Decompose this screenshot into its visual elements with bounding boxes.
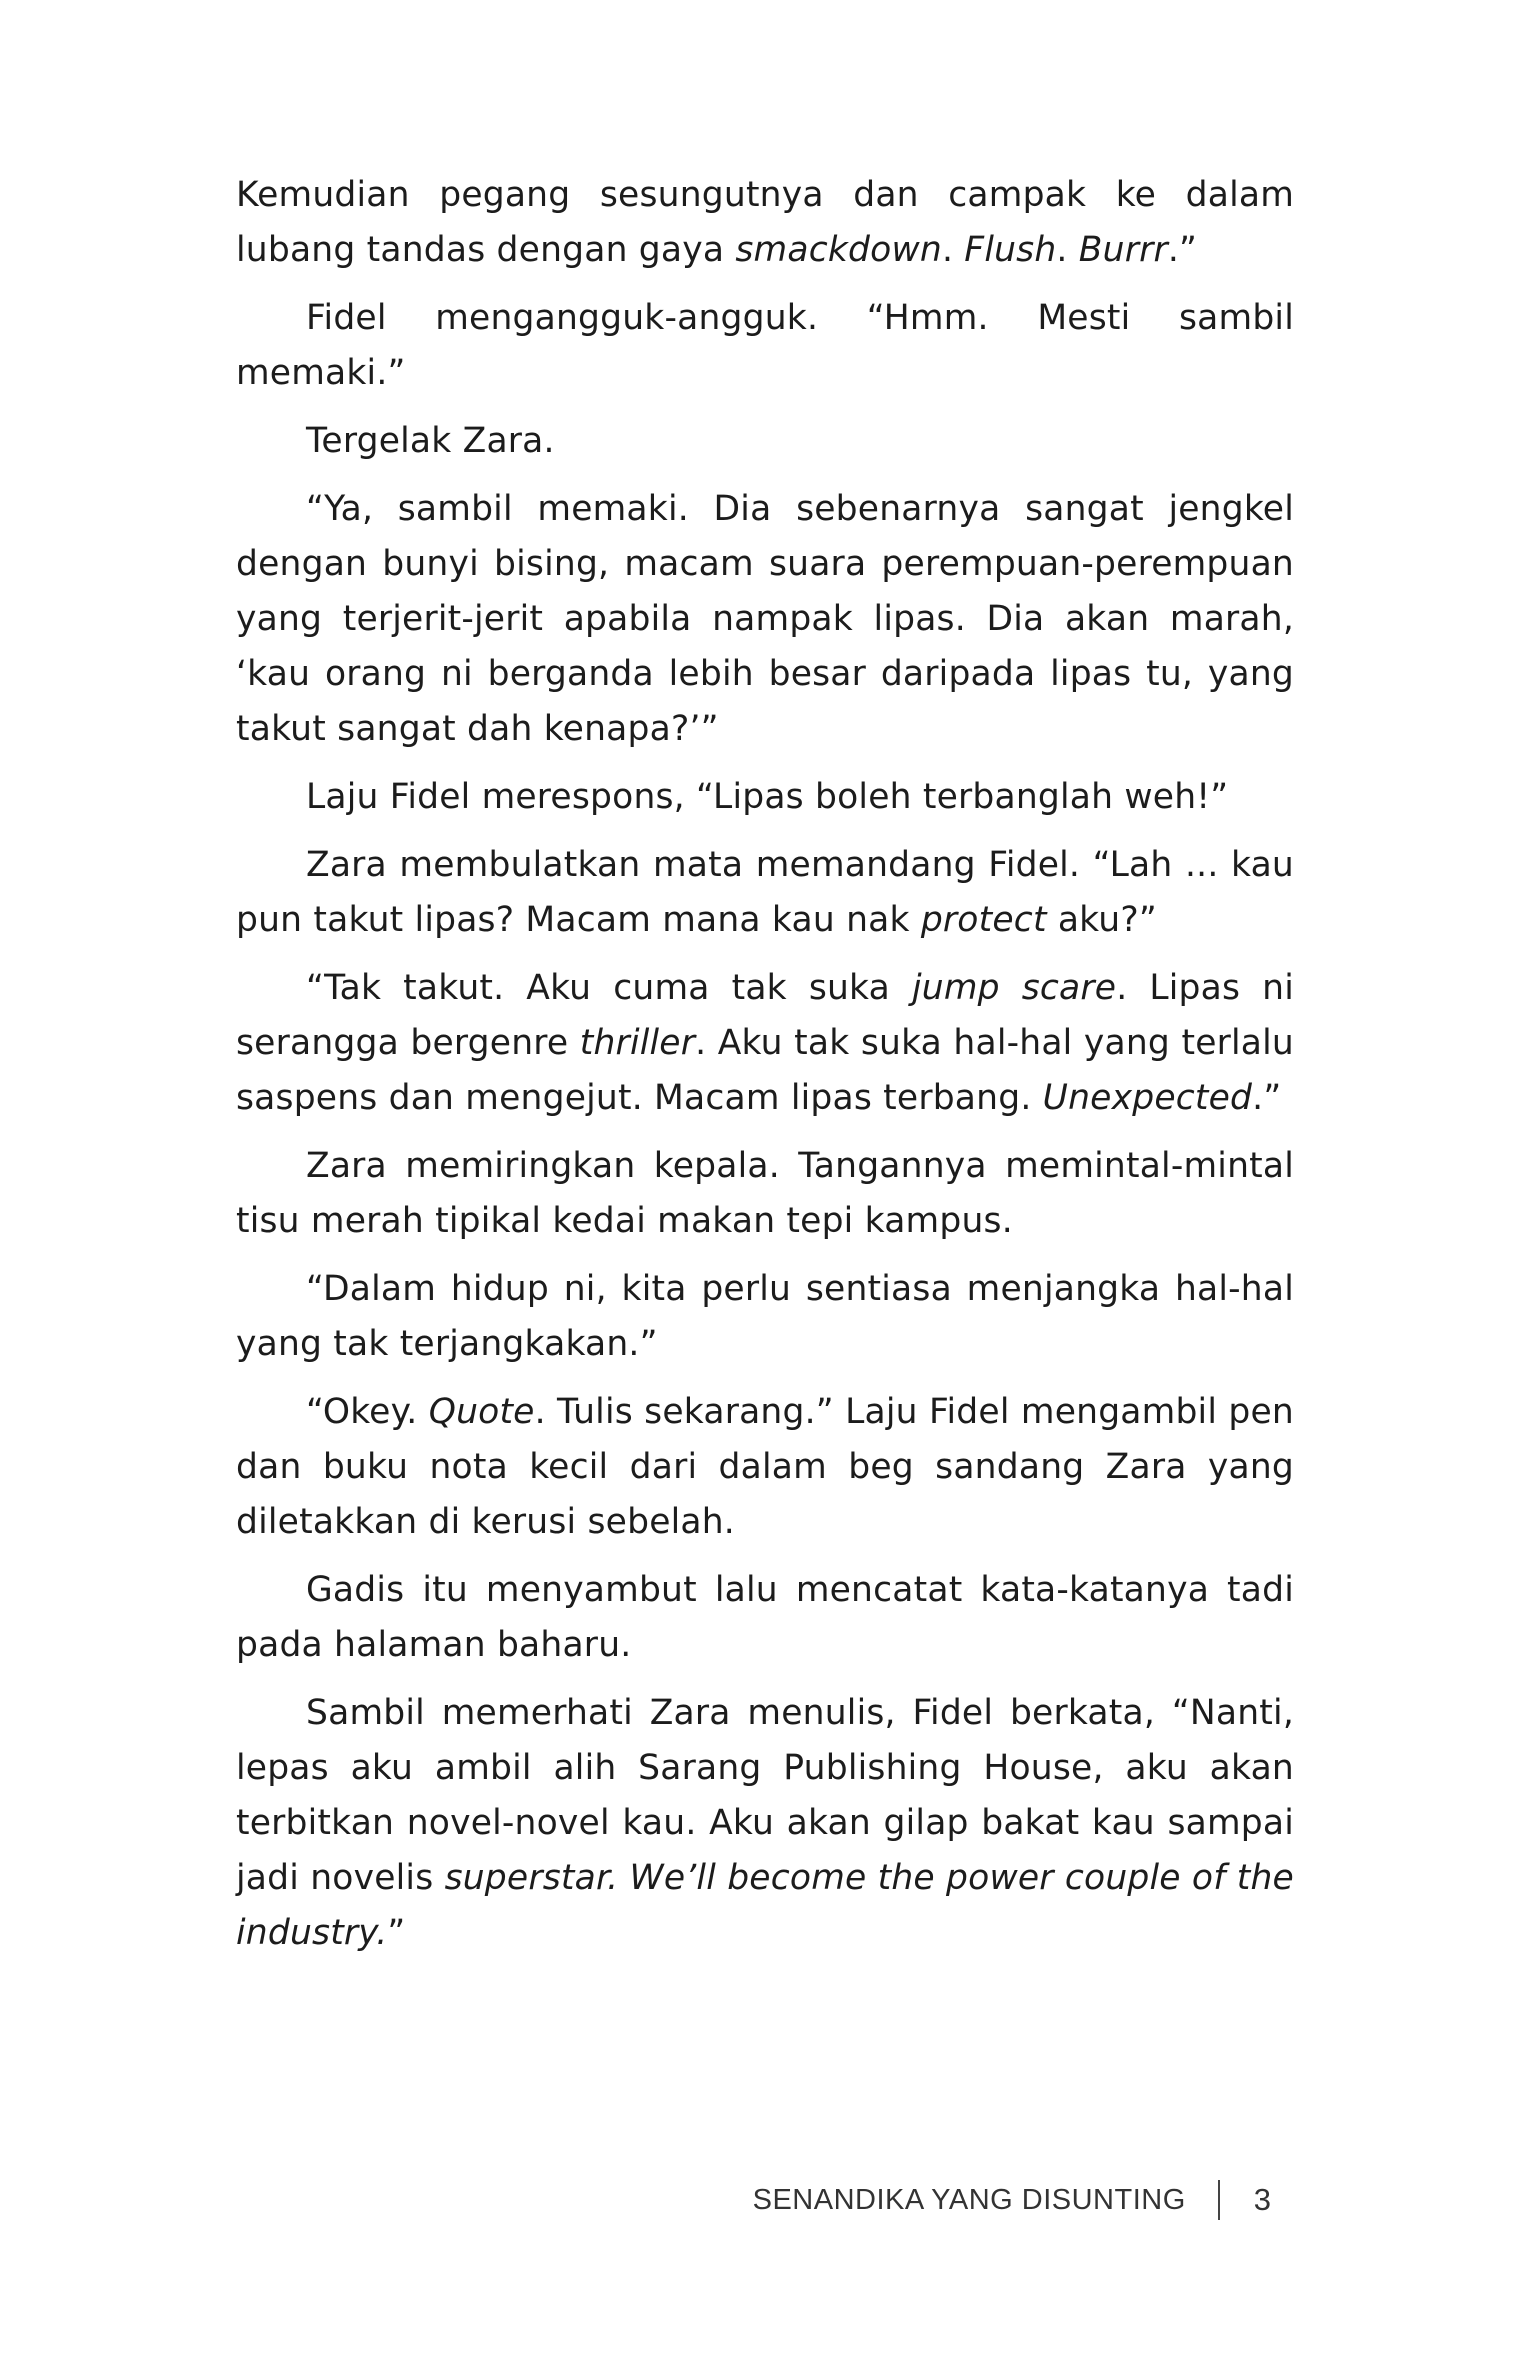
text-run: . Aku tak suka hal-hal yang terlalu saspens dan mengejut. Macam lipas terbang.	[236, 1023, 1294, 1118]
text-run: aku?”	[1046, 900, 1157, 940]
italic-text: protect	[920, 900, 1047, 940]
italic-text: jump scare	[911, 968, 1117, 1008]
paragraph	[236, 414, 1294, 469]
page-number: 3	[1253, 2182, 1271, 2217]
paragraph	[236, 961, 1294, 1126]
text-run: . Lipas ni serangga bergenre	[236, 968, 1295, 1063]
text-run: Gadis itu menyambut lalu mencatat kata-katanya tadi pada halaman baharu.	[236, 1570, 1294, 1665]
paragraph	[236, 291, 1294, 401]
text-run: “Ya, sambil memaki. Dia sebenarnya sangat jengkel dengan bunyi bising, macam suara perempuan-perempuan yang terjerit-jerit apabila nampak lipas. Dia akan marah, ‘kau orang ni berganda lebih besar daripada lipas tu, yang takut sangat dah kenapa?’”	[236, 489, 1294, 749]
italic-text: smackdown	[735, 230, 942, 270]
italic-text: superstar. We’ll become the power couple of the industry.	[236, 1858, 1294, 1953]
text-run: “Okey.	[306, 1392, 429, 1432]
text-run: Zara memiringkan kepala. Tangannya memintal-mintal tisu merah tipikal kedai makan tepi kampus.	[236, 1146, 1294, 1241]
text-run: Sambil memerhati Zara menulis, Fidel berkata, “Nanti, lepas aku ambil alih Sarang Publishing House, aku akan terbitkan novel-novel kau. Aku akan gilap bakat kau sampai jadi novelis	[236, 1693, 1294, 1898]
text-run: Kemudian pegang sesungutnya dan campak ke dalam lubang tandas dengan gaya	[236, 175, 1294, 270]
italic-text: Burrr	[1078, 230, 1168, 270]
paragraph	[236, 482, 1294, 757]
paragraph	[236, 1385, 1294, 1550]
paragraph	[236, 168, 1294, 278]
text-run: “Tak takut. Aku cuma tak suka	[306, 968, 912, 1008]
paragraph	[236, 1686, 1294, 1961]
text-run: . Tulis sekarang.” Laju Fidel mengambil pen dan buku nota kecil dari dalam beg sandang Zara yang diletakkan di kerusi sebelah.	[236, 1392, 1294, 1542]
page-footer	[753, 2178, 1271, 2222]
paragraph	[236, 1139, 1294, 1249]
running-title: SENANDIKA YANG DISUNTING	[752, 2183, 1186, 2216]
text-run: .	[1056, 230, 1079, 270]
italic-text: thriller	[579, 1023, 696, 1063]
text-run: Laju Fidel merespons, “Lipas boleh terbanglah weh!”	[306, 777, 1229, 817]
text-run: “Dalam hidup ni, kita perlu sentiasa menjangka hal-hal yang tak terjangkakan.”	[236, 1269, 1294, 1364]
paragraph	[236, 838, 1294, 948]
text-run: .”	[1252, 1078, 1282, 1118]
italic-text: Unexpected	[1042, 1078, 1253, 1118]
page-body-text	[236, 168, 1294, 1974]
text-run: Zara membulatkan mata memandang Fidel. “Lah ... kau pun takut lipas? Macam mana kau nak	[236, 845, 1294, 940]
paragraph	[236, 1262, 1294, 1372]
text-run: Tergelak Zara.	[306, 421, 555, 461]
text-run: .”	[1167, 230, 1198, 270]
paragraph	[236, 770, 1294, 825]
italic-text: Quote	[428, 1392, 535, 1432]
text-run: ”	[387, 1913, 406, 1953]
text-run: .	[941, 230, 965, 270]
text-run: Fidel mengangguk-angguk. “Hmm. Mesti sambil memaki.”	[236, 298, 1294, 393]
paragraph	[236, 1563, 1294, 1673]
footer-divider	[1218, 2180, 1220, 2220]
italic-text: Flush	[964, 230, 1057, 270]
